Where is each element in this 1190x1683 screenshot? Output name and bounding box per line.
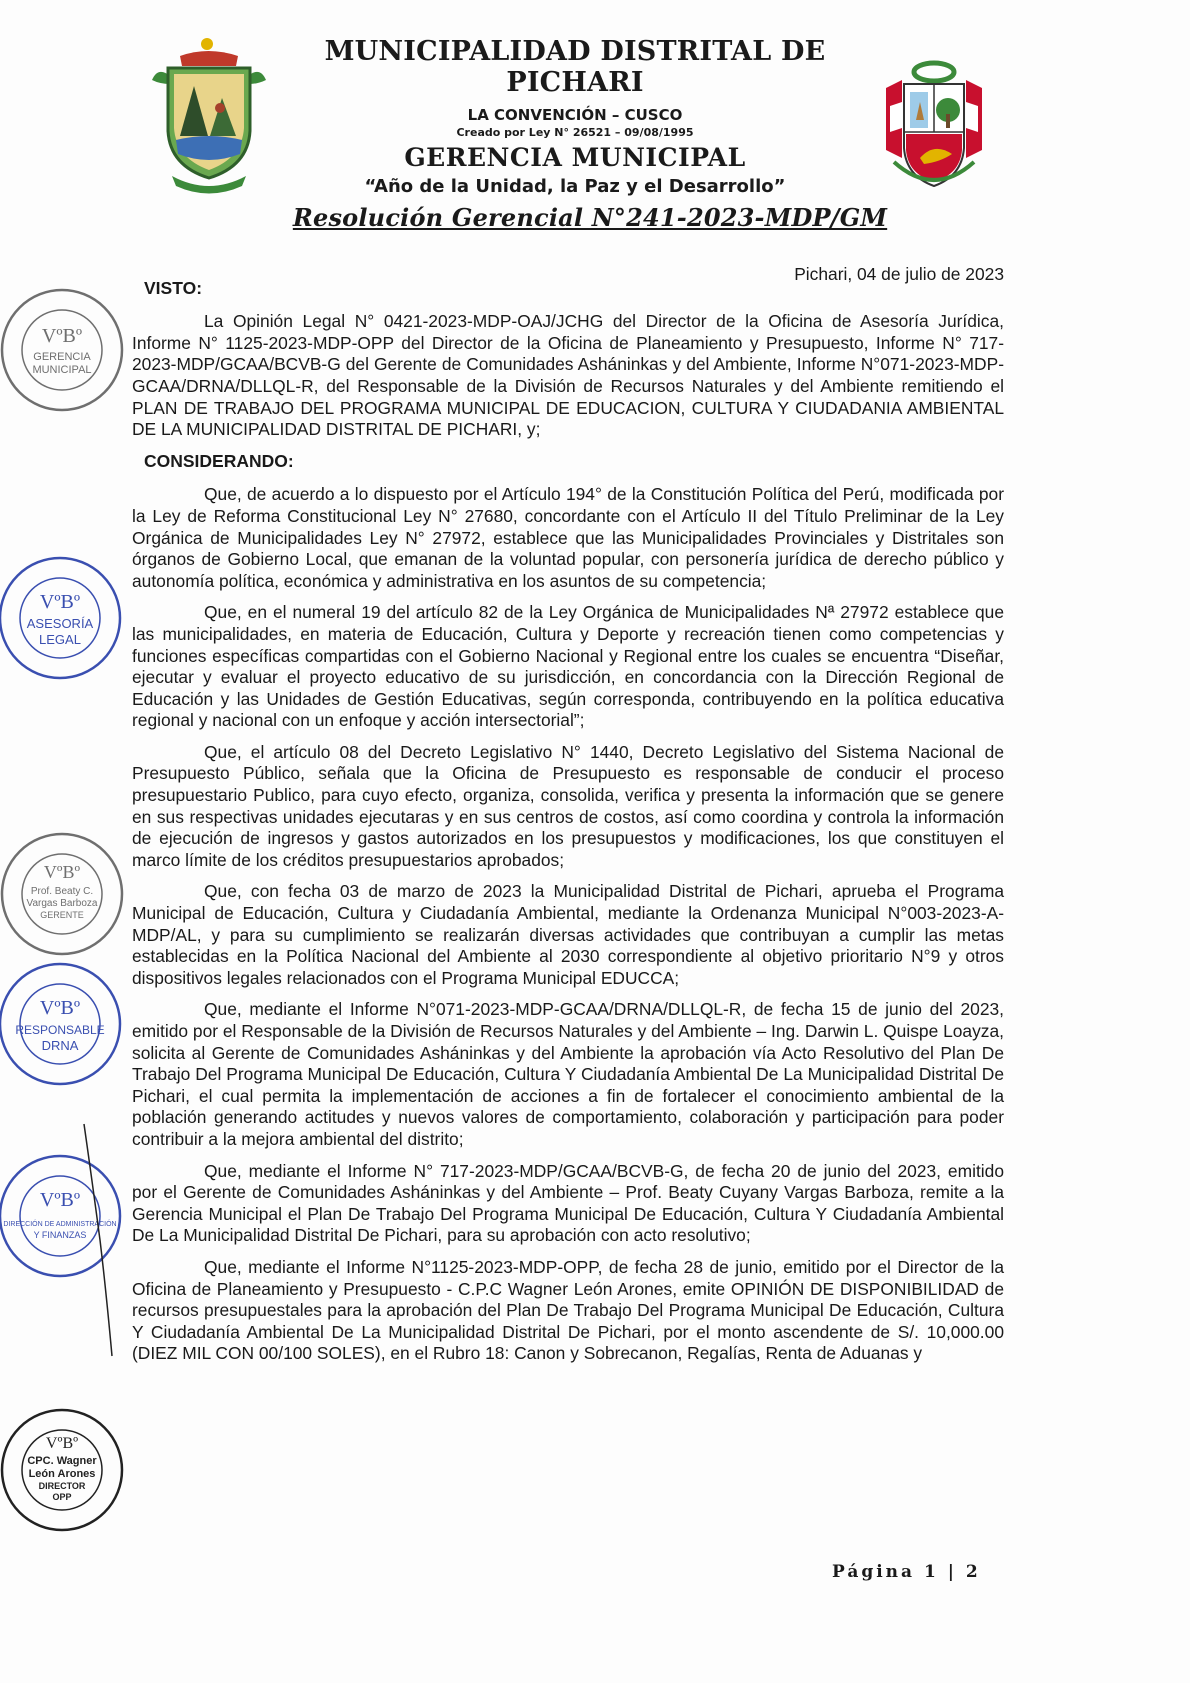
page-number: Página 1 | 2 bbox=[832, 1562, 981, 1582]
svg-text:VºBº: VºBº bbox=[43, 862, 81, 882]
approval-stamp-gerencia bbox=[0, 284, 128, 416]
svg-text:MUNICIPAL: MUNICIPAL bbox=[32, 364, 92, 376]
svg-text:GERENCIA: GERENCIA bbox=[33, 351, 91, 363]
approval-stamp-gerente-gcaa bbox=[0, 828, 128, 960]
svg-text:ASESORÍA: ASESORÍA bbox=[26, 616, 94, 631]
peru-coat-of-arms-icon bbox=[880, 58, 988, 193]
svg-text:Y FINANZAS: Y FINANZAS bbox=[33, 1230, 87, 1240]
svg-text:VºBº: VºBº bbox=[45, 1435, 79, 1452]
svg-text:LEGAL: LEGAL bbox=[39, 632, 81, 647]
year-motto: “Año de la Unidad, la Paz y el Desarrollo” bbox=[364, 176, 786, 197]
municipality-name: MUNICIPALIDAD DISTRITAL DE PICHARI bbox=[324, 36, 826, 98]
svg-text:VºBº: VºBº bbox=[39, 1189, 81, 1211]
svg-text:DRNA: DRNA bbox=[41, 1038, 79, 1053]
section-visto: VISTO: bbox=[144, 277, 203, 298]
svg-text:Prof. Beaty C.: Prof. Beaty C. bbox=[30, 886, 94, 897]
approval-stamp-drna bbox=[0, 958, 126, 1090]
paragraph-considerando-4: Que, con fecha 03 de marzo de 2023 la Municipalidad Distrital de Pichari, aprueba el Programa Municipal de Educación, Cultura y Ciudadanía Ambiental, mediante la Ordenanza Municipal N°003-2023-A-MDP/AL, y para su cumplimiento se realizarán diversas actividades que contribuyan a cumplir las metas establecidas en la Política Nacional del Ambiente al 2030 correspondiente al objetivo prioritario N°9 y otros dispositivos legales relacionados con el Programa Municipal EDUCCA; bbox=[132, 881, 1004, 988]
letterhead bbox=[0, 18, 1190, 208]
paragraph-considerando-6: Que, mediante el Informe N° 717-2023-MDP/GCAA/BCVB-G, de fecha 20 de junio del 2023, emitido por el Gerente de Comunidades Asháninkas y del Ambiente – Prof. Beaty Cuyany Vargas Barboza, remite a la Gerencia Municipal el Plan De Trabajo Del Programa Municipal De Educación, Cultura Y Ciudadanía Ambiental De La Municipalidad Distrital De Pichari, para su aprobación con acto resolutivo; bbox=[132, 1160, 1004, 1246]
svg-text:VºBº: VºBº bbox=[39, 997, 81, 1019]
svg-text:GERENTE: GERENTE bbox=[40, 910, 84, 920]
paragraph-visto: La Opinión Legal N° 0421-2023-MDP-OAJ/JCHG del Director de la Oficina de Asesoría Jurídica, Informe N° 1125-2023-MDP-OPP del Director de la Oficina de Planeamiento y Presupuesto, Informe N° 717-2023-MDP/GCAA/BCVB-G del Gerente de Comunidades Asháninkas y del Ambiente, Informe N°071-2023-MDP-GCAA/DRNA/DLLQL-R, del Responsable de la División de Recursos Naturales y del Ambiente remitiendo el PLAN DE TRABAJO DEL PROGRAMA MUNICIPAL DE EDUCACION, CULTURA Y CIUDADANIA AMBIENTAL DE LA MUNICIPALIDAD DISTRITAL DE PICHARI, y; bbox=[132, 311, 1004, 440]
letterhead-text bbox=[290, 26, 860, 197]
approval-stamp-asesoria-legal bbox=[0, 552, 126, 684]
signature-stroke bbox=[78, 1120, 118, 1360]
svg-text:DIRECCIÓN DE ADMINISTRACIÓN: DIRECCIÓN DE ADMINISTRACIÓN bbox=[3, 1221, 117, 1228]
department-name: GERENCIA MUNICIPAL bbox=[404, 143, 746, 172]
approval-stamp-opp bbox=[0, 1404, 128, 1536]
paragraph-considerando-3: Que, el artículo 08 del Decreto Legislativo N° 1440, Decreto Legislativo del Sistema Nacional de Presupuesto Público, señala que la Oficina de Presupuesto es responsable de conducir el proceso presupuestario Publico, para cuyo efecto, organiza, consolida, verifica y presenta la información que se genere en sus respectivas unidades ejecutaras y en sus centros de costos, así como coordina y controla la información de ejecución de ingresos y gastos autorizados en los presupuestos y modificaciones, los que constituyen el marco límite de los créditos presupuestarios aprobados; bbox=[132, 741, 1004, 870]
document-body bbox=[132, 264, 1004, 1375]
svg-text:León Arones: León Arones bbox=[28, 1468, 96, 1480]
svg-text:RESPONSABLE: RESPONSABLE bbox=[15, 1023, 105, 1037]
creation-law: Creado por Ley N° 26521 – 09/08/1995 bbox=[456, 126, 694, 139]
document-date: Pichari, 04 de julio de 2023 bbox=[794, 264, 1004, 284]
svg-text:VºBº: VºBº bbox=[41, 325, 83, 347]
svg-text:DIRECTOR: DIRECTOR bbox=[38, 1481, 86, 1491]
province-line: LA CONVENCIÓN – CUSCO bbox=[467, 106, 683, 124]
paragraph-considerando-2: Que, en el numeral 19 del artículo 82 de la Ley Orgánica de Municipalidades Nª 27972 establece que las municipalidades, en materia de Educación, Cultura y Deporte y recreación tienen como competencias y funciones específicas compartidas con el Gobierno Nacional y Regional entre los cuales se encuentra “Diseñar, ejecutar y evaluar el proyecto educativo de su jurisdicción, en concordancia con la Dirección Regional de Educación y las Unidades de Gestión Educativas, según corresponda, contribuyendo en la política educativa regional y nacional con un enfoque y acción intersectorial”; bbox=[132, 602, 1004, 731]
resolution-title: Resolución Gerencial N°241-2023-MDP/GM bbox=[292, 203, 888, 232]
paragraph-considerando-7: Que, mediante el Informe N°1125-2023-MDP-OPP, de fecha 28 de junio, emitido por el Director de la Oficina de Planeamiento y Presupuesto - C.P.C Wagner León Arones, emite OPINIÓN DE DISPONIBILIDAD de recursos presupuestales para la aprobación del Plan De Trabajo Del Programa Municipal De Educación, Cultura Y Ciudadanía Ambiental De La Municipalidad Distrital De Pichari, por el monto ascendente de S/. 10,000.00 (DIEZ MIL CON 00/100 SOLES), en el Rubro 18: Canon y Sobrecanon, Regalías, Renta de Aduanas y bbox=[132, 1256, 1004, 1364]
svg-text:OPP: OPP bbox=[52, 1492, 72, 1502]
paragraph-considerando-5: Que, mediante el Informe N°071-2023-MDP-GCAA/DRNA/DLLQL-R, de fecha 15 de junio del 2023, emitido por el Responsable de la División de Recursos Naturales y del Ambiente – Ing. Darwin L. Quispe Loayza, solicita al Gerente de Comunidades Asháninkas y del Ambiente la aprobación vía Acto Resolutivo del Plan De Trabajo Del Programa Municipal De Educación, Cultura Y Ciudadanía Ambiental De La Municipalidad Distrital De Pichari, el cual permita la implementación de acciones a fin de fortalecer el conocimiento ambiental de la población generando actitudes y nuevos valores de comportamiento, colaboración y participación para poder contribuir a la mejora ambiental del distrito; bbox=[132, 999, 1004, 1149]
svg-text:CPC. Wagner: CPC. Wagner bbox=[27, 1455, 97, 1467]
svg-text:VºBº: VºBº bbox=[39, 591, 81, 613]
section-considerando: CONSIDERANDO: bbox=[144, 450, 294, 471]
paragraph-considerando-1: Que, de acuerdo a lo dispuesto por el Artículo 194° de la Constitución Política del Perú, modificada por la Ley de Reforma Constitucional Ley N° 27680, concordante con el Artículo II del Título Preliminar de la Ley Orgánica de Municipalidades Ley N° 27972, establece que las Municipalidades Provinciales y Distritales son órganos de Gobierno Local, que emanan de la voluntad popular, con personería jurídica de derecho público y autonomía política, económica y administrativa en los asuntos de su competencia; bbox=[132, 484, 1004, 591]
pichari-coat-of-arms-icon bbox=[150, 36, 268, 201]
svg-text:Vargas Barboza: Vargas Barboza bbox=[26, 898, 98, 909]
